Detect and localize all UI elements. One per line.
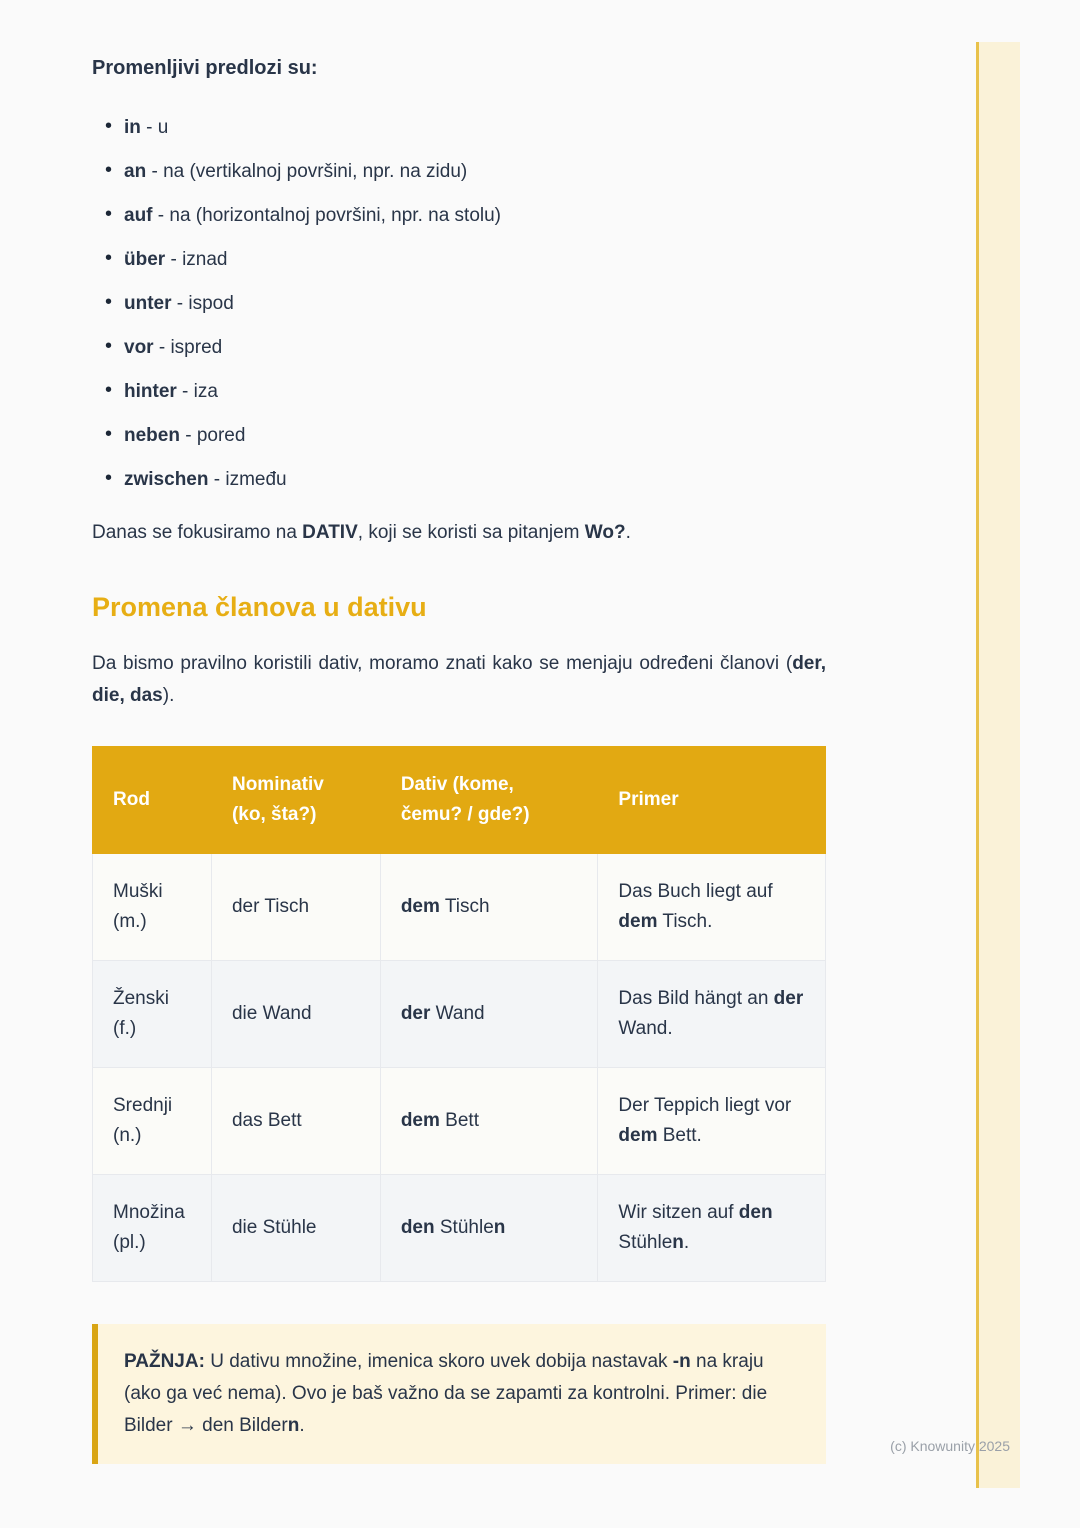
header-dativ: Dativ (kome, čemu? / gde?) xyxy=(380,747,598,854)
focus-paragraph: Danas se fokusiramo na DATIV, koji se koristi sa pitanjem Wo?. xyxy=(92,522,631,543)
cell-rod: Srednji (n.) xyxy=(93,1068,212,1175)
cell-primer: Der Teppich liegt vor dem Bett. xyxy=(598,1068,826,1175)
cell-primer: Das Buch liegt auf dem Tisch. xyxy=(598,854,826,961)
cell-nominativ: das Bett xyxy=(211,1068,380,1175)
cell-dativ: den Stühlen xyxy=(380,1175,598,1282)
table-row xyxy=(93,961,826,1068)
list-item: • vor - ispred xyxy=(92,334,826,361)
callout-text: PAŽNJA: U dativu množine, imenica skoro uvek dobija nastavak -n na kraju (ako ga već nema). Ovo je baš važno da se zapamti za kontrolni. Primer: die Bilder → den Bildern. xyxy=(124,1351,768,1436)
footer-credit: (c) Knowunity 2025 xyxy=(890,1438,1010,1454)
cell-rod: Ženski (f.) xyxy=(93,961,212,1068)
dative-articles-table xyxy=(92,746,826,1282)
list-item: • zwischen - između xyxy=(92,466,826,493)
content-area xyxy=(92,56,826,1464)
cell-primer: Wir sitzen auf den Stühlen. xyxy=(598,1175,826,1282)
section-intro-paragraph: Da bismo pravilno koristili dativ, moramo znati kako se menjaju određeni članovi (der, die, das). xyxy=(92,653,826,706)
list-item: • unter - ispod xyxy=(92,290,826,317)
cell-dativ: dem Tisch xyxy=(380,854,598,961)
list-item: • in - u xyxy=(92,114,826,141)
cell-rod: Množina (pl.) xyxy=(93,1175,212,1282)
cell-dativ: dem Bett xyxy=(380,1068,598,1175)
header-rod: Rod xyxy=(93,747,212,854)
cell-primer: Das Bild hängt an der Wand. xyxy=(598,961,826,1068)
list-item: • über - iznad xyxy=(92,246,826,273)
side-stripe xyxy=(976,42,1020,1488)
cell-nominativ: der Tisch xyxy=(211,854,380,961)
header-primer: Primer xyxy=(598,747,826,854)
header-nominativ: Nominativ (ko, šta?) xyxy=(211,747,380,854)
list-item: • neben - pored xyxy=(92,422,826,449)
cell-nominativ: die Stühle xyxy=(211,1175,380,1282)
table-row xyxy=(93,1068,826,1175)
attention-callout xyxy=(92,1324,826,1464)
cell-dativ: der Wand xyxy=(380,961,598,1068)
cell-rod: Muški (m.) xyxy=(93,854,212,961)
intro-heading: Promenljivi predlozi su: xyxy=(92,57,318,79)
section-heading: Promena članova u dativu xyxy=(92,592,427,622)
list-item: • an - na (vertikalnoj površini, npr. na zidu) xyxy=(92,158,826,185)
table-row xyxy=(93,1175,826,1282)
cell-nominativ: die Wand xyxy=(211,961,380,1068)
table-header-row xyxy=(93,747,826,854)
list-item: • auf - na (horizontalnoj površini, npr. na stolu) xyxy=(92,202,826,229)
preposition-list xyxy=(92,114,826,493)
table-row xyxy=(93,854,826,961)
list-item: • hinter - iza xyxy=(92,378,826,405)
